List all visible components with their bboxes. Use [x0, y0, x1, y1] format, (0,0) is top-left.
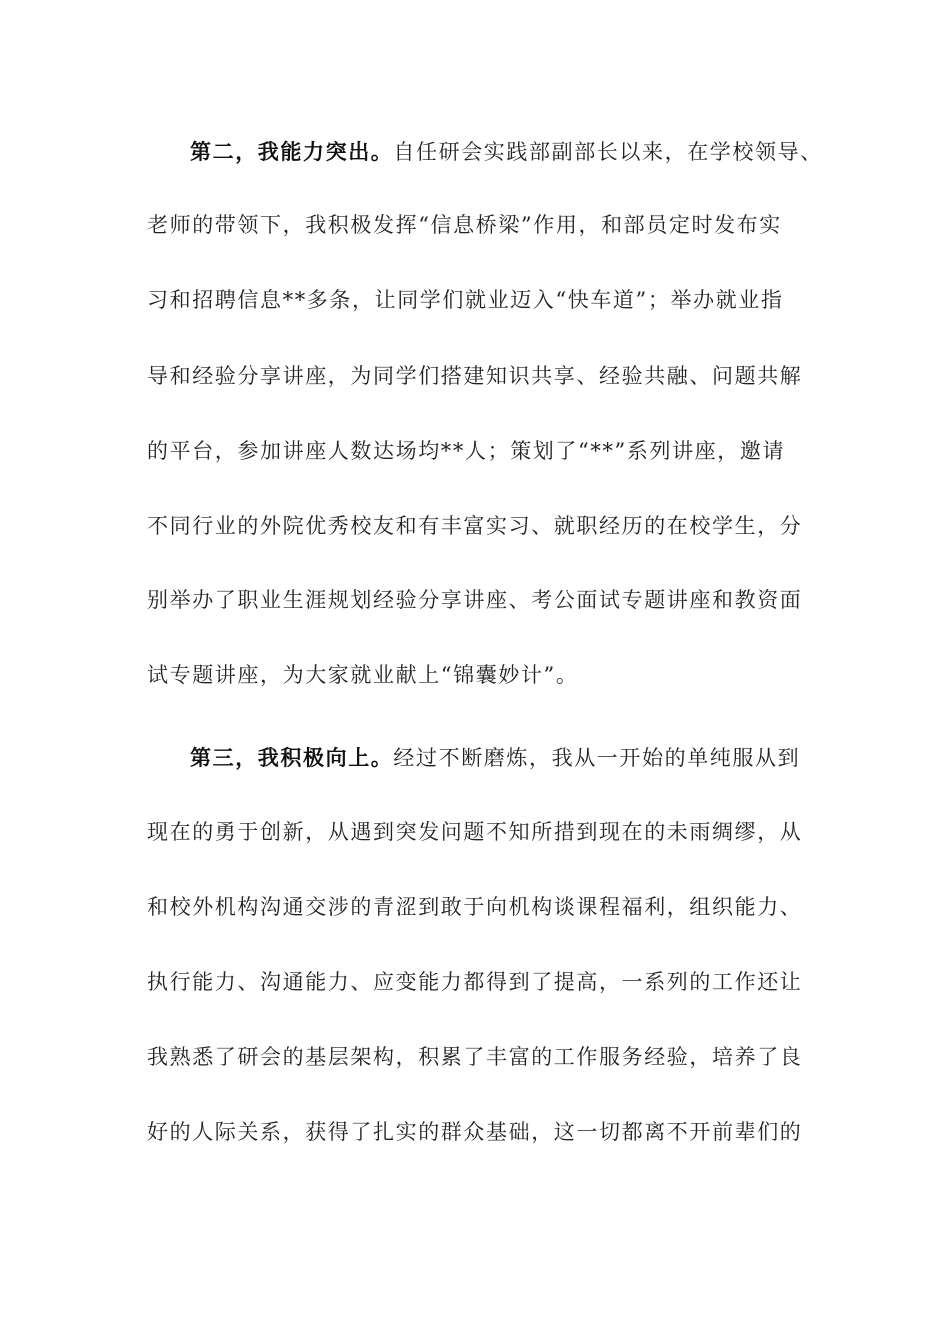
paragraph-2-line-5: 我熟悉了研会的基层架构，积累了丰富的工作服务经验，培养了良	[147, 1045, 803, 1069]
paragraph-1-line-1	[190, 137, 823, 167]
paragraph-1-line-7: 别举办了职业生涯规划经验分享讲座、考公面试专题讲座和教资面	[147, 588, 803, 612]
paragraph-1-line-2: 老师的带领下，我积极发挥“信息桥梁”作用，和部员定时发布实	[147, 213, 782, 237]
paragraph-2-line-6: 好的人际关系，获得了扎实的群众基础，这一切都离不开前辈们的	[147, 1120, 803, 1144]
paragraph-2-line-4: 执行能力、沟通能力、应变能力都得到了提高，一系列的工作还让	[147, 970, 803, 994]
paragraph-2-text: 经过不断磨炼，我从一开始的单纯服从到	[393, 746, 801, 770]
paragraph-2-line-3: 和校外机构沟通交涉的青涩到敢于向机构谈课程福利，组织能力、	[147, 895, 803, 919]
paragraph-2-line-1	[190, 743, 810, 773]
paragraph-1-line-5: 的平台，参加讲座人数达场均**人；策划了“**”系列讲座，邀请	[147, 439, 786, 463]
paragraph-1-line-4: 导和经验分享讲座，为同学们搭建知识共享、经验共融、问题共解	[147, 364, 803, 388]
paragraph-1-line-8: 试专题讲座，为大家就业献上“锦囊妙计”。	[147, 663, 579, 687]
paragraph-1-text: 自任研会实践部副部长以来，在学校领导、	[393, 140, 823, 164]
paragraph-2-heading: 第三，我积极向上。	[190, 745, 394, 770]
paragraph-1-heading: 第二，我能力突出。	[190, 139, 394, 164]
paragraph-1-line-6: 不同行业的外院优秀校友和有丰富实习、就职经历的在校学生，分	[147, 514, 803, 538]
paragraph-2-line-2: 现在的勇于创新，从遇到突发问题不知所措到现在的未雨绸缪，从	[147, 820, 803, 844]
paragraph-1-line-3: 习和招聘信息**多条，让同学们就业迈入“快车道”；举办就业指	[147, 288, 784, 312]
